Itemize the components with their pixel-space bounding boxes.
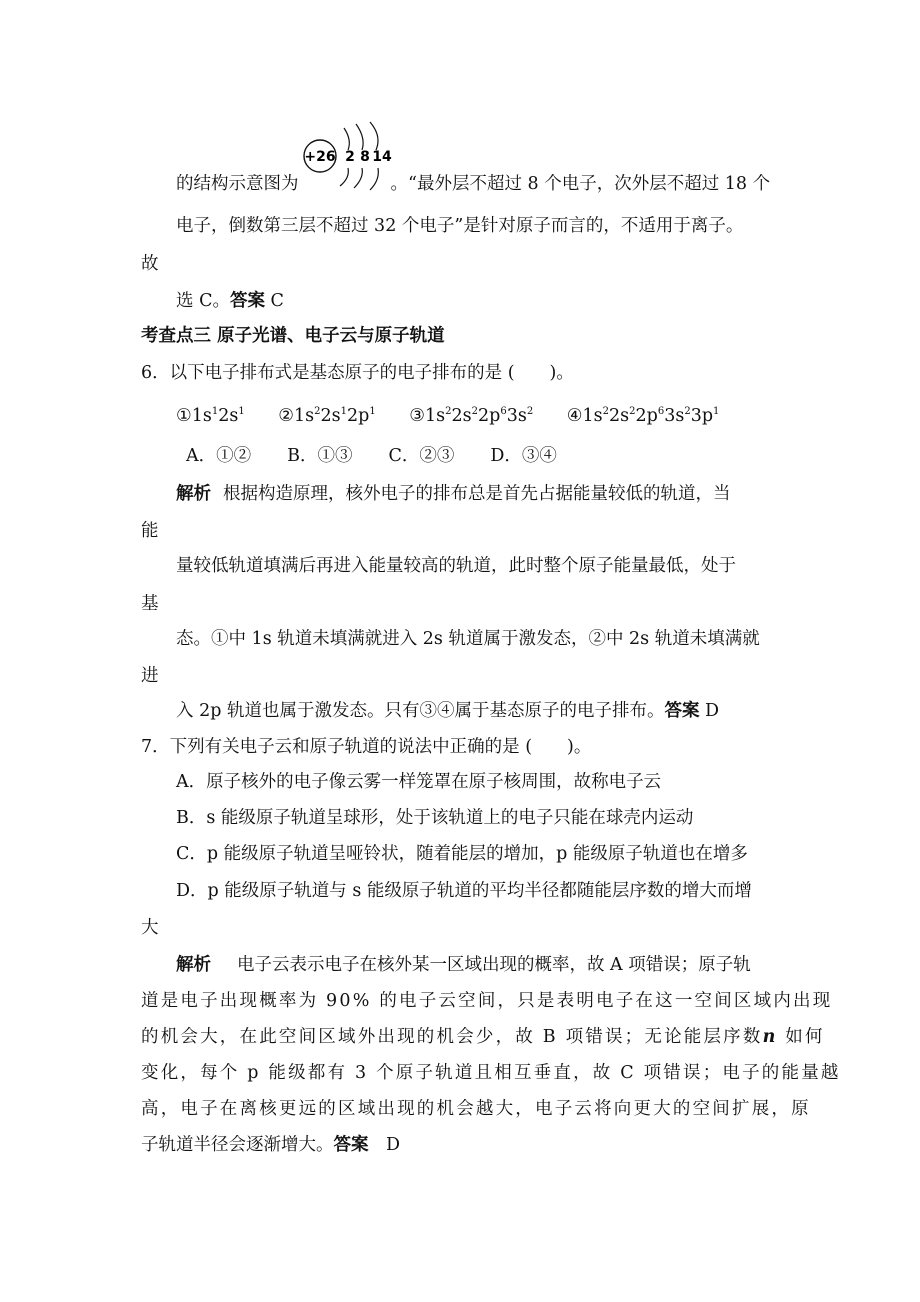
q6-answer: D bbox=[699, 701, 720, 721]
q7-analysis-line-1: 解析 电子云表示电子在核外某一区域出现的概率，故 A 项错误；原子轨 bbox=[176, 955, 751, 975]
q7-analysis-label: 解析 bbox=[176, 955, 211, 975]
q7-option-a: A．原子核外的电子像云雾一样笼罩在原子核周围，故称电子云 bbox=[176, 772, 662, 792]
q7-option-d: D．p 能级原子轨道与 s 能级原子轨道的平均半径都随能层序数的增大而增 bbox=[176, 881, 752, 901]
shell-arc-2-top bbox=[356, 124, 363, 150]
q6-option-d: D．③④ bbox=[490, 446, 557, 466]
q7-italic-n: n bbox=[762, 1027, 778, 1047]
q6-answer-label: 答案 bbox=[664, 701, 700, 721]
q6-analysis-line-5: 态。①中 1s 轨道未填满就进入 2s 轨道属于激发态，②中 2s 轨道未填满就 bbox=[176, 629, 760, 649]
top-line-4 bbox=[0, 289, 920, 313]
q6-analysis-line-2: 能 bbox=[141, 521, 159, 541]
section-title: 考查点三 原子光谱、电子云与原子轨道 bbox=[141, 326, 445, 346]
q6-options bbox=[0, 444, 920, 468]
q6-configs bbox=[0, 404, 920, 428]
q6-analysis-label: 解析 bbox=[176, 484, 211, 504]
q6-option-b: B．①③ bbox=[287, 446, 353, 466]
top-line-1 bbox=[0, 172, 920, 196]
q6-analysis-line-3: 量较低轨道填满后再进入能量较高的轨道，此时整个原子能量最低，处于 bbox=[176, 556, 736, 576]
q6-config-2: $②1s^22s^12p^1$ bbox=[278, 406, 376, 426]
answer-value: C bbox=[264, 291, 284, 311]
text-choose-c: 选 C。 bbox=[176, 291, 230, 311]
top-line-2: 电子，倒数第三层不超过 32 个电子”是针对原子而言的，不适用于离子。 bbox=[176, 216, 744, 236]
q7-analysis-line-2: 道是电子出现概率为 90% 的电子云空间，只是表明电子在这一空间区域内出现 bbox=[141, 991, 833, 1011]
q7-answer-label: 答案 bbox=[333, 1135, 369, 1155]
q6-option-a: A．①② bbox=[186, 446, 252, 466]
q7-analysis-line-4: 变化，每个 p 能级都有 3 个原子轨道且相互垂直，故 C 项错误；电子的能量越 bbox=[141, 1063, 841, 1083]
q7-analysis-line-3: 的机会大，在此空间区域外出现的机会少，故 B 项错误；无论能层序数n 如何 bbox=[141, 1027, 825, 1047]
text-electron-rule: 。“最外层不超过 8 个电子，次外层不超过 18 个 bbox=[390, 174, 771, 194]
q6-option-c: C．②③ bbox=[388, 446, 455, 466]
q6-config-1: $①1s^12s^1$ bbox=[176, 406, 245, 426]
q6-config-3: $③1s^22s^22p^63s^2$ bbox=[409, 406, 534, 426]
q7-option-d-continued: 大 bbox=[141, 918, 159, 938]
q7-stem: 7．下列有关电子云和原子轨道的说法中正确的是 ( )。 bbox=[141, 737, 592, 757]
text-structure-intro: 的结构示意图为 bbox=[176, 174, 299, 194]
q7-answer: D bbox=[368, 1135, 401, 1155]
shell-arc-3-top bbox=[370, 122, 378, 150]
q6-config-4: $④1s^22s^22p^63s^23p^1$ bbox=[566, 406, 720, 426]
q6-analysis-line-6: 进 bbox=[141, 666, 159, 686]
q6-stem: 6．以下电子排布式是基态原子的电子排布的是 ( )。 bbox=[141, 363, 574, 383]
nucleus-charge: +26 bbox=[304, 149, 336, 165]
q7-option-c: C．p 能级原子轨道呈哑铃状，随着能层的增加，p 能级原子轨道也在增多 bbox=[176, 844, 748, 864]
shell-1-count: 2 bbox=[345, 149, 355, 165]
shell-2-count: 8 bbox=[360, 149, 370, 165]
shell-3-count: 14 bbox=[372, 149, 392, 165]
q6-analysis-line-1: 解析 根据构造原理，核外电子的排布总是首先占据能量较低的轨道，当 bbox=[176, 484, 731, 504]
top-line-3: 故 bbox=[141, 254, 159, 274]
q6-analysis-line-7: 入 2p 轨道也属于激发态。只有③④属于基态原子的电子排布。答案 D bbox=[176, 701, 720, 721]
q7-analysis-line-5: 高，电子在离核更远的区域出现的机会越大，电子云将向更大的空间扩展，原 bbox=[141, 1099, 811, 1119]
q7-analysis-line-6: 子轨道半径会逐渐增大。答案 D bbox=[141, 1135, 401, 1155]
shell-arc-1-top bbox=[344, 128, 349, 150]
answer-label: 答案 bbox=[229, 291, 265, 311]
q6-analysis-line-4: 基 bbox=[141, 594, 159, 614]
q7-option-b: B．s 能级原子轨道呈球形，处于该轨道上的电子只能在球壳内运动 bbox=[176, 808, 694, 828]
